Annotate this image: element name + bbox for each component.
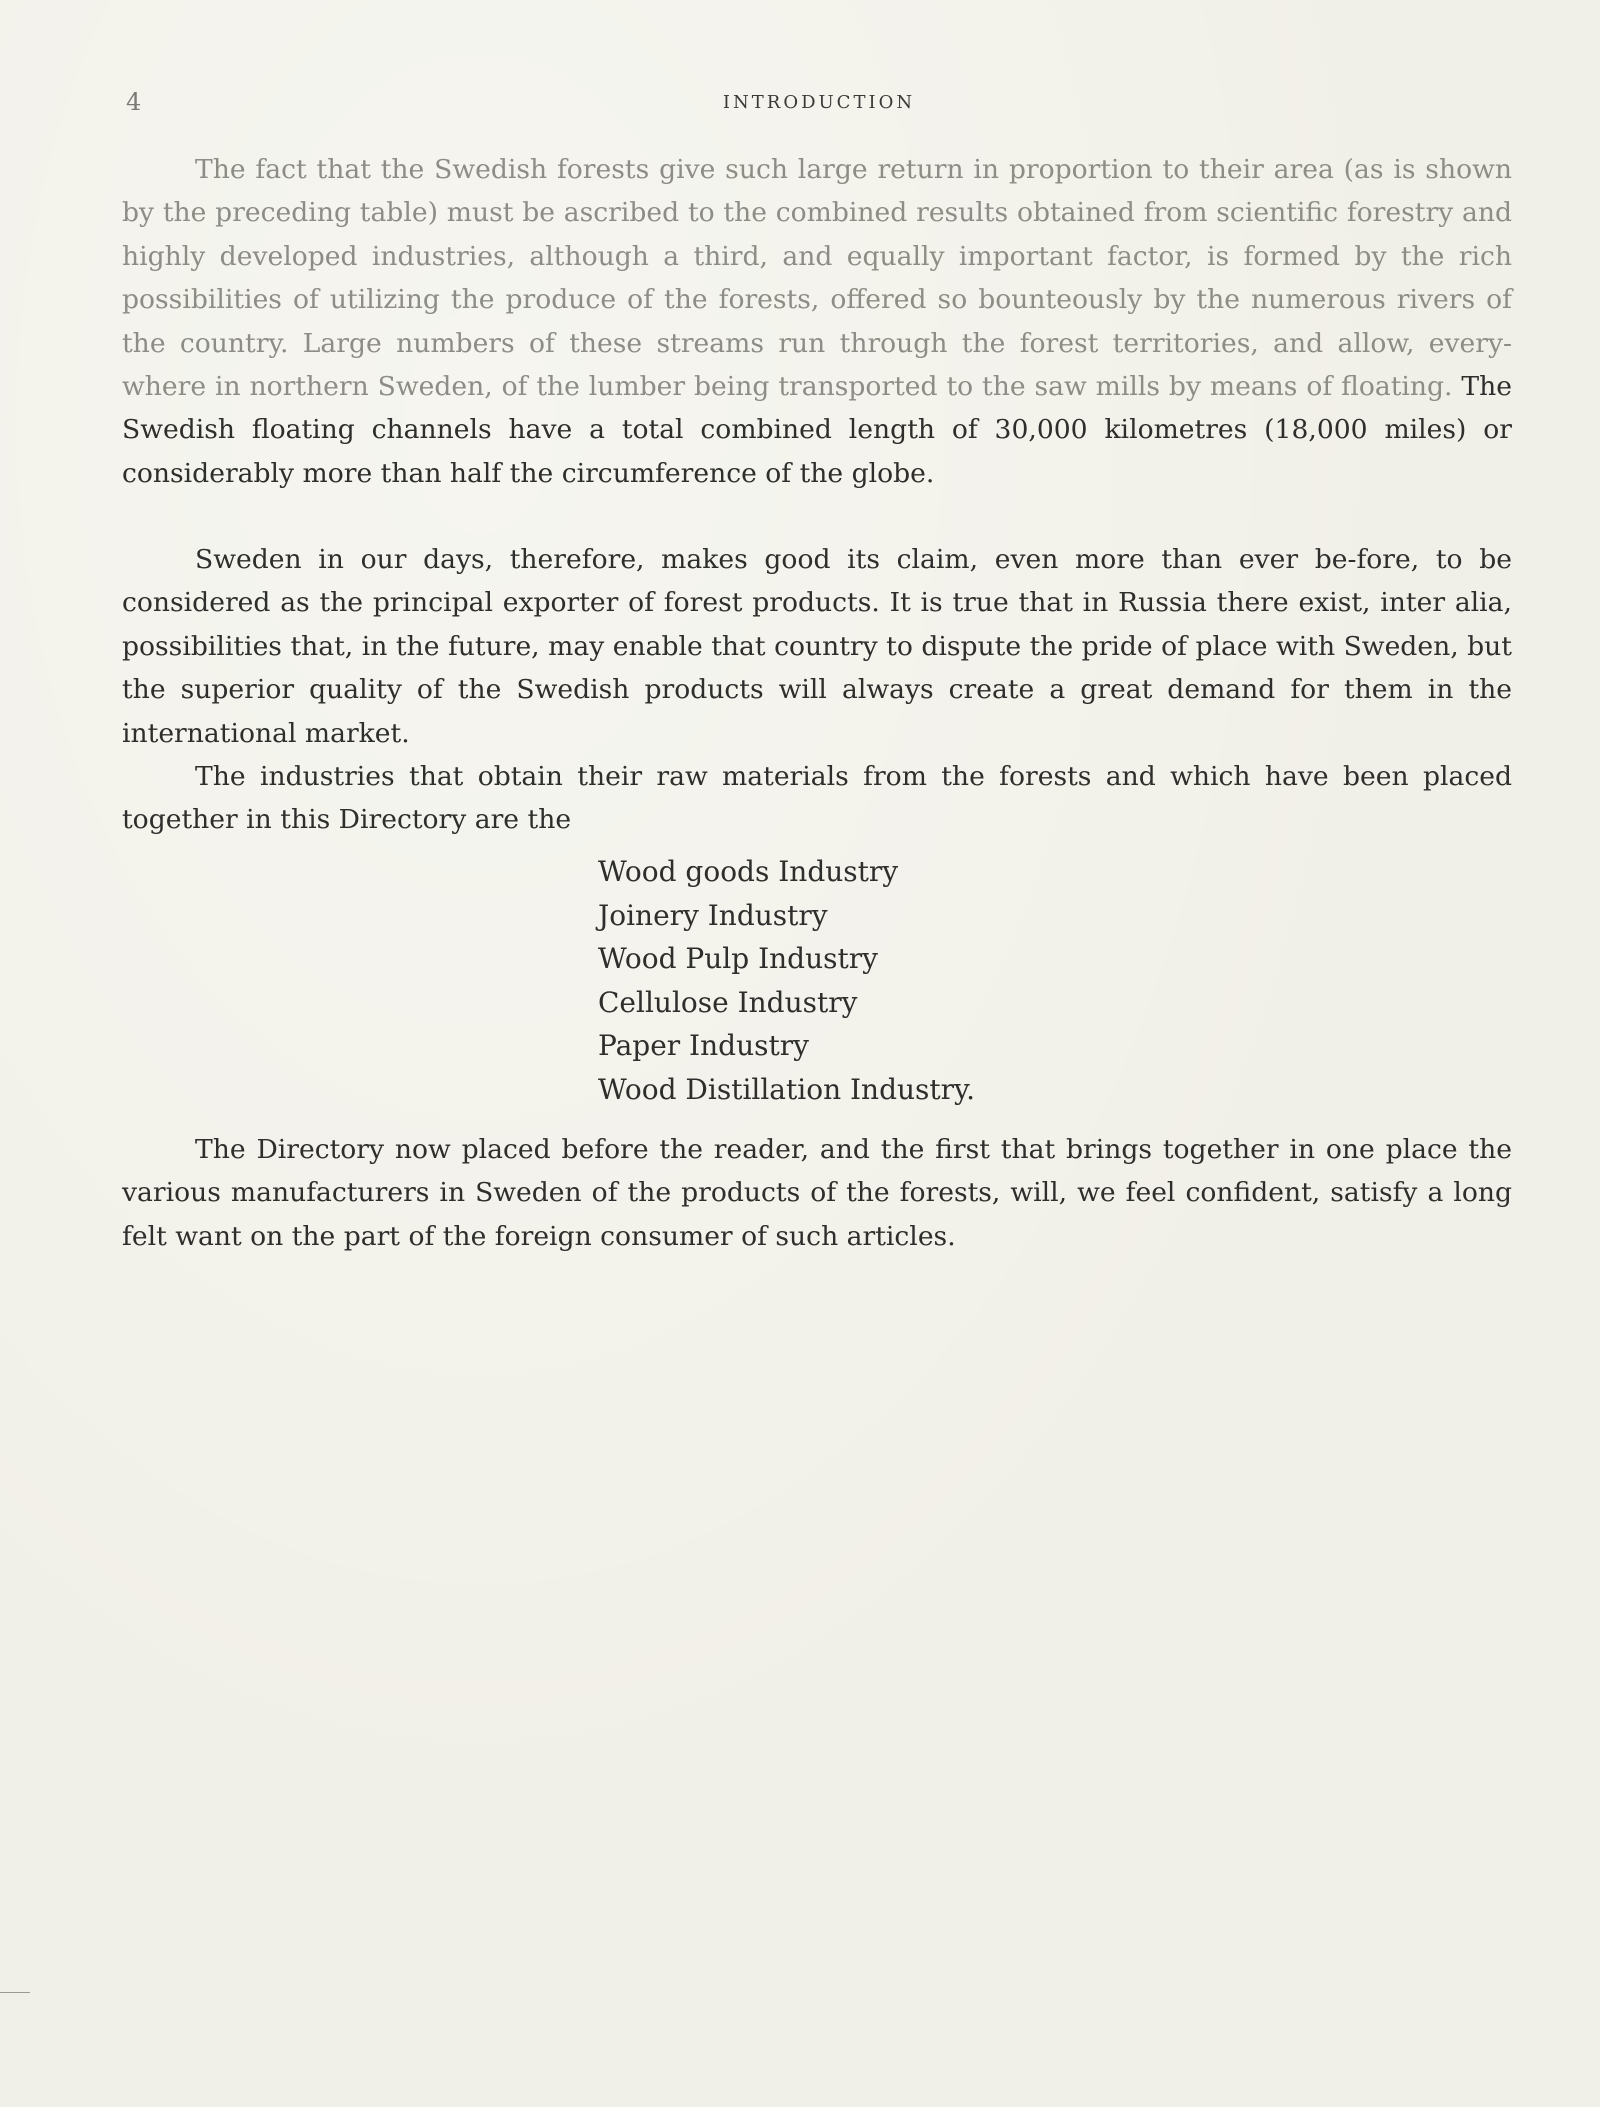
paragraph-text: The Directory now placed before the reader, and the first that brings together in one place the various manufacturers in Sweden of the products of the forests, will, we feel confident, satisfy a long felt want on the part of the foreign consumer of such articles. bbox=[122, 1134, 1512, 1252]
paragraph-forest-returns bbox=[122, 148, 1512, 495]
running-head bbox=[126, 88, 1512, 118]
paragraph-industries-intro bbox=[122, 755, 1512, 842]
page-header-title: INTRODUCTION bbox=[722, 92, 916, 113]
paragraph-text bbox=[122, 148, 1512, 495]
industry-list bbox=[598, 850, 975, 1112]
paragraph-text: The industries that obtain their raw materials from the forests and which have been placed together in this Directory are the bbox=[122, 761, 1512, 836]
paragraph-directory bbox=[122, 1128, 1512, 1258]
margin-mark bbox=[0, 1992, 30, 1993]
page-number: 4 bbox=[126, 88, 142, 116]
paragraph-text: Sweden in our days, therefore, makes good its claim, even more than ever be-fore, to be considered as the principal exporter of forest products. It is true that in Russia there exist, inter alia, possibilities that, in the future, may enable that country to dispute the pride of place with Sweden, but the superior quality of the Swedish products will always create a great demand for them in the international market. bbox=[122, 544, 1512, 749]
industry-item: Wood goods Industry bbox=[598, 855, 899, 888]
paragraph-text-run: The Swedish floating channels have a total combined length of 30,000 kilometres (18,000 miles) or considerably more than half the circumference of the globe. bbox=[122, 371, 1512, 489]
industry-item: Wood Pulp Industry bbox=[598, 942, 878, 976]
industry-item: Wood Distillation Industry. bbox=[598, 1072, 976, 1106]
industry-item: Paper Industry bbox=[598, 1029, 809, 1063]
paragraph-principal-exporter bbox=[122, 538, 1512, 755]
industry-item: Joinery Industry bbox=[598, 898, 828, 932]
industry-item: Cellulose Industry bbox=[598, 985, 858, 1019]
paragraph-faded-text: The fact that the Swedish forests give such large return in proportion to their area (as is shown by the preceding table) must be ascribed to the combined results obtained from scientific forestry and highly developed industries, although a third, and equally important factor, is formed by the rich possibilities of utilizing the produce of the forests, offered so bounteously by the numerous rivers of the country. Large numbers of these streams run through the forest territories, and allow, every-where in northern Sweden, of the lumber being transported to the saw mills by means of floating. bbox=[122, 154, 1512, 403]
